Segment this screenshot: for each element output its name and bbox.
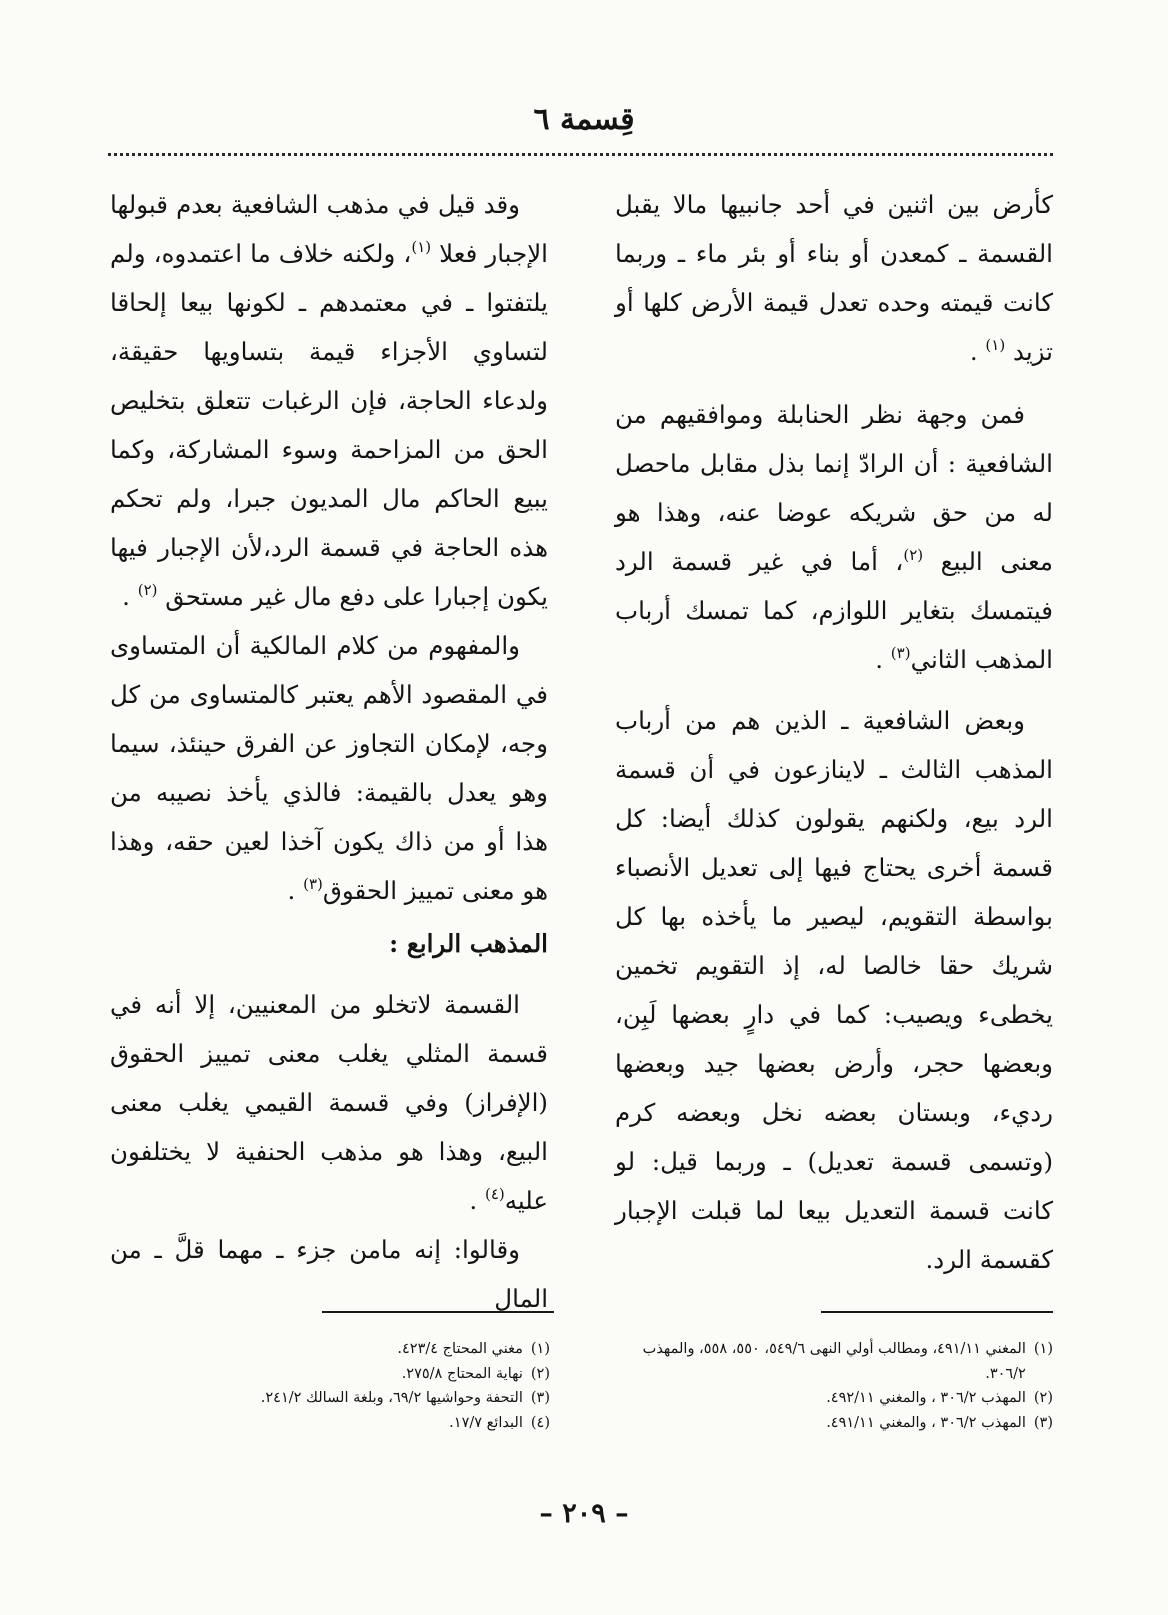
section-heading: المذهب الرابع : [389, 929, 548, 958]
paragraph [110, 621, 548, 915]
footnotes-right [603, 1337, 1053, 1435]
footnote-reference[interactable]: (١) [411, 238, 432, 256]
footnote-reference[interactable]: (٤) [484, 1185, 505, 1203]
footnote [603, 1337, 1053, 1386]
paragraph [110, 180, 548, 621]
footnote [100, 1337, 550, 1362]
paragraph-text: فمن وجهة نظر الحنابلة وموافقيهم من الشافعية : أن الرادّ إنما بذل مقابل ماحصل له من حق شريكه عوضا عنه، وهذا هو معنى البيع [615, 400, 1053, 576]
footnote [603, 1386, 1053, 1411]
paragraph-text: والمفهوم من كلام المالكية أن المتساوى في المقصود الأهم يعتبر كالمتساوى من كل وجه، لإمكان التجاوز عن الفرق حينئذ، سيما وهو يعدل بالقيمة: فالذي يأخذ نصيبه من هذا أو من ذاك يكون آخذا لعين حقه، وهذا هو معنى تمييز الحقوق [110, 631, 548, 905]
header-dotted-rule [108, 153, 1053, 156]
footnote [100, 1386, 550, 1411]
footnote-number: (٤) [530, 1414, 550, 1431]
footnote-text: المهذب ٣٠٦/٢ ، والمغني ٤٩١/١١. [826, 1414, 1026, 1431]
paragraph [615, 390, 1053, 684]
footnote-reference[interactable]: (١) [985, 336, 1006, 354]
paragraph-text: كأرض بين اثنين في أحد جانبيها مالا يقبل القسمة ـ كمعدن أو بناء أو بئر ماء ـ وربما كانت قيمته وحده تعدل قيمة الأرض كلها أو تزيد [615, 190, 1053, 366]
right-text-column [615, 180, 1053, 1296]
footnote-text: المغني ٤٩١/١١، ومطالب أولي النهى ٥٤٩/٦، ٥٥٠، ٥٥٨، والمهذب ٣٠٦/٢. [642, 1341, 1026, 1382]
footnote-number: (١) [530, 1341, 550, 1357]
footnote-text: البدائع ١٧/٧. [449, 1414, 523, 1431]
footnote-number: (١) [1033, 1341, 1053, 1357]
paragraph-text: . [969, 337, 986, 366]
paragraph-text: ، ولكنه خلاف ما اعتمدوه، ولم يلتفتوا ـ في معتمدهم ـ لكونها بيعا إلحاقا لتساوي الأجزاء قيمة بتساويها حقيقة، ولدعاء الحاجة، فإن الرغبات تتعلق بتخليص الحق من المزاحمة وسوء المشاركة، وكما يبيع الحاكم مال المديون جبرا، ولم تحكم هذه الحاجة في قسمة الرد،لأن الإجبار فيها يكون إجبارا على دفع مال غير مستحق [110, 239, 548, 611]
footnote-number: (٣) [530, 1390, 550, 1406]
footnote-number: (٢) [530, 1365, 550, 1382]
paragraph [615, 180, 1053, 376]
left-text-column [110, 180, 548, 1323]
footnote [100, 1362, 550, 1387]
footnote-reference[interactable]: (٢) [903, 546, 924, 564]
paragraph [110, 980, 548, 1225]
footnote-number: (٣) [1033, 1414, 1053, 1431]
page-number: – ٢٠٩ – [539, 1498, 629, 1529]
footnotes-left [100, 1337, 550, 1435]
paragraph: وقالوا: إنه مامن جزء ـ مهما قلَّ ـ من المال [110, 1235, 548, 1313]
footnote-text: مغني المحتاج ٤٢٣/٤. [397, 1341, 523, 1357]
page-header-title: قِسمة ٦ [533, 102, 635, 137]
footnote-reference[interactable]: (٣) [303, 875, 323, 893]
paragraph-text: . [875, 645, 891, 674]
paragraph-text: ، أما في غير قسمة الرد فيتمسك بتغاير اللوازم، كما تمسك أرباب المذهب الثاني [615, 547, 1053, 674]
footnote-separator [821, 1311, 1053, 1313]
paragraph: وبعض الشافعية ـ الذين هم من أرباب المذهب الثالث ـ لاينازعون في أن قسمة الرد بيع، ولكنهم يقولون كذلك أيضا: كل قسمة أخرى يحتاج فيها إلى تعديل الأنصباء بواسطة التقويم، ليصير ما يأخذه بها كل شريك حقا خالصا له، إذ التقويم تخمين يخطىء ويصيب: كما في دارٍ بعضها لَبِن، وبعضها حجر، وأرض بعضها جيد وبعضها رديء، وبستان بعضه نخل وبعضه كرم (وتسمى قسمة تعديل) ـ وربما قيل: لو كانت قسمة التعديل بيعا لما قبلت الإجبار كقسمة الرد. [615, 706, 1053, 1274]
footnote [100, 1411, 550, 1436]
footnote-text: المهذب ٣٠٦/٢ ، والمغني ٤٩٢/١١. [826, 1390, 1026, 1406]
paragraph-text: . [469, 1186, 485, 1215]
footnote-reference[interactable]: (٢) [137, 581, 158, 599]
footnote [603, 1411, 1053, 1436]
paragraph-text: . [287, 876, 304, 905]
paragraph-text: وقد قيل في مذهب الشافعية بعدم قبولها الإجبار فعلا [110, 190, 548, 268]
paragraph-text: . [122, 582, 138, 611]
footnote-number: (٢) [1033, 1390, 1053, 1406]
footnote-reference[interactable]: (٣) [890, 644, 911, 662]
paragraph-text: القسمة لاتخلو من المعنيين، إلا أنه في قسمة المثلي يغلب معنى تمييز الحقوق (الإفراز) وفي قسمة القيمي يغلب معنى البيع، وهذا هو مذهب الحنفية لا يختلفون عليه [110, 990, 548, 1215]
footnote-text: نهاية المحتاج ٢٧٥/٨. [401, 1365, 523, 1382]
footnote-separator [322, 1311, 554, 1313]
footnote-text: التحفة وحواشيها ٦٩/٢، وبلغة السالك ٢٤١/٢. [260, 1390, 523, 1406]
